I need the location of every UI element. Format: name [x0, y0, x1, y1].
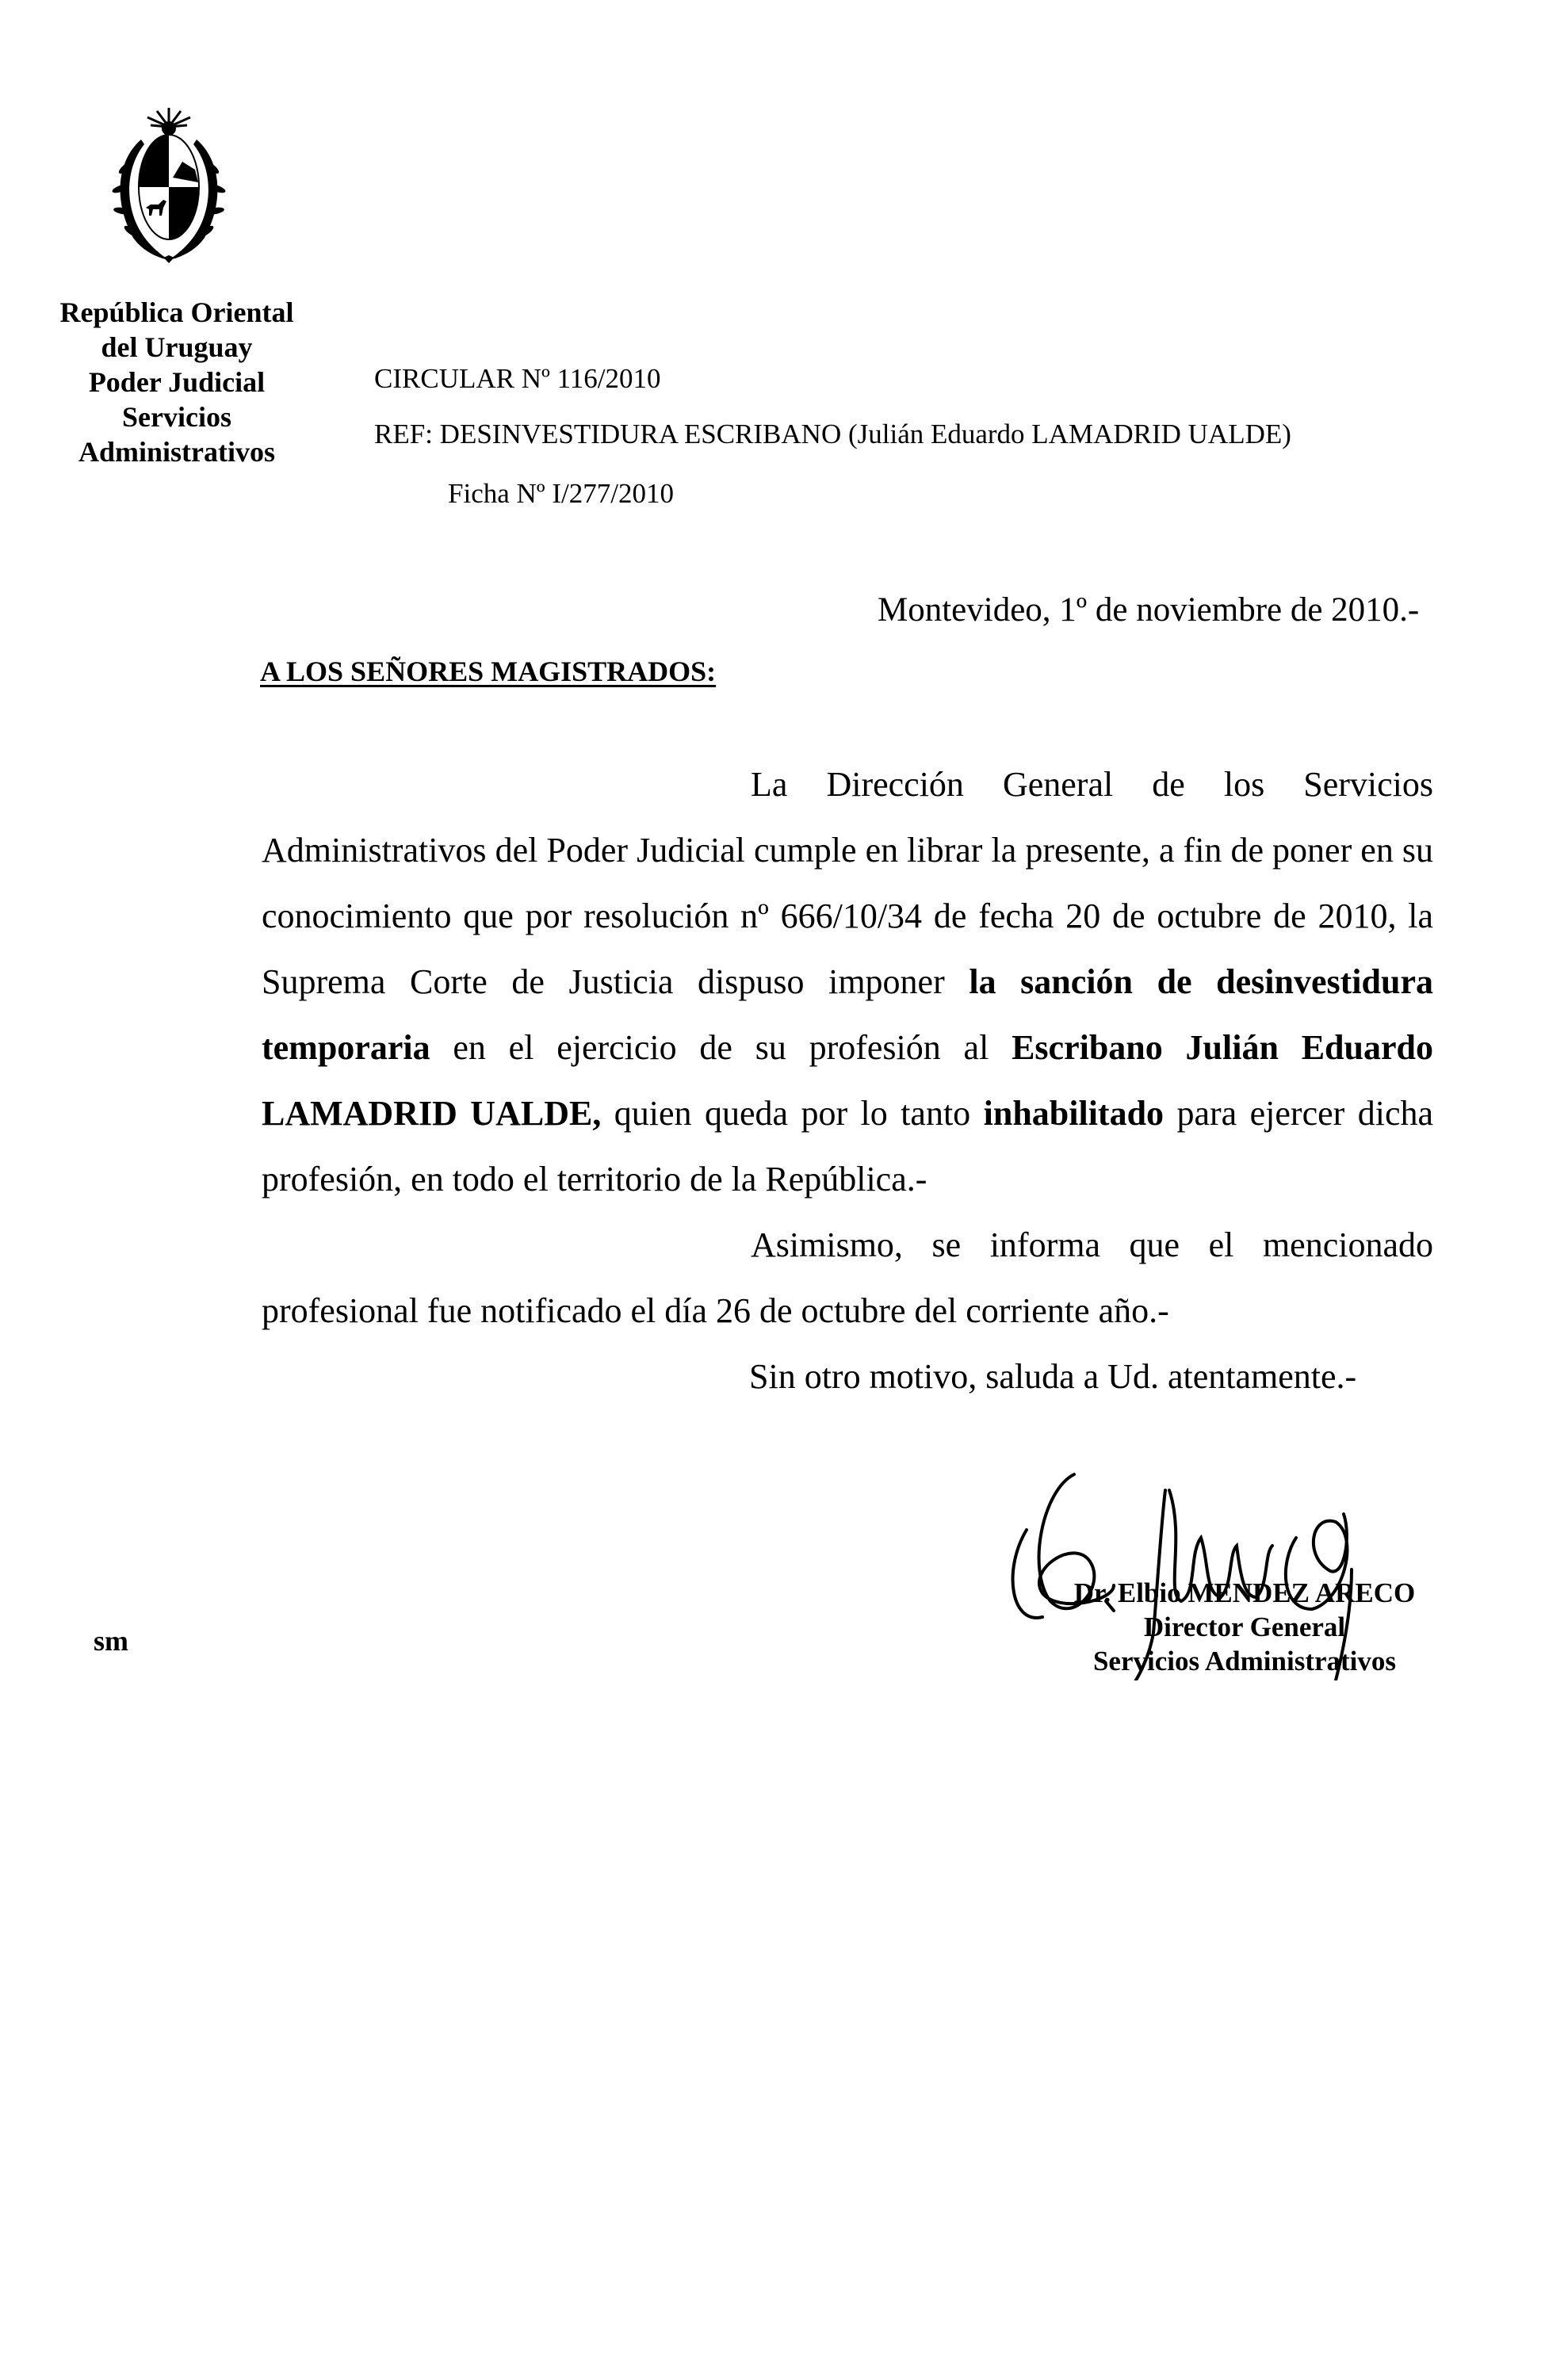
- circular-number: CIRCULAR Nº 116/2010: [374, 363, 661, 394]
- shield: [139, 135, 199, 239]
- signatory-office: Servicios Administrativos: [1092, 1646, 1397, 1676]
- letter-body: [262, 751, 1433, 1409]
- text-run: en el ejercicio de su profesión al: [430, 1028, 1012, 1067]
- closing-salutation: Sin otro motivo, saluda a Ud. atentamente.-: [749, 1357, 1357, 1396]
- letterhead-line: del Uruguay: [101, 331, 253, 363]
- reference-line: REF: DESINVESTIDURA ESCRIBANO (Julián Eduardo LAMADRID UALDE): [374, 419, 1291, 449]
- date-line: Montevideo, 1º de noviembre de 2010.-: [878, 591, 1420, 629]
- emphasized-text: inhabilitado: [983, 1094, 1165, 1133]
- paragraph-notification: Asimismo, se informa que el mencionado profesional fue notificado el día 26 de octubre del corriente año.-: [262, 1225, 1433, 1330]
- emphasized-text: Escribano Julián Eduardo LAMADRID UALDE,: [262, 1028, 1433, 1133]
- paragraph-resolution: [262, 751, 1433, 1212]
- text-run: para ejercer dicha profesión, en todo el territorio de la República.-: [262, 1094, 1434, 1199]
- signatory-title: Director General: [1143, 1611, 1346, 1642]
- signature-block: [1031, 1576, 1459, 1678]
- letterhead-line: Administrativos: [78, 436, 275, 468]
- addressee: A LOS SEÑORES MAGISTRADOS:: [260, 656, 717, 687]
- letterhead-line: Poder Judicial: [88, 366, 266, 398]
- coat-of-arms-icon: [109, 105, 228, 265]
- typist-initials: sm: [94, 1625, 128, 1657]
- institution-letterhead: [32, 295, 322, 469]
- file-number: Ficha Nº I/277/2010: [448, 478, 674, 509]
- emphasized-text: la sanción de desinvestidura temporaria: [262, 962, 1433, 1067]
- letterhead-line: Servicios: [122, 401, 231, 433]
- text-run: quien queda por lo tanto: [601, 1094, 984, 1133]
- signatory-name: Dr. Elbio MENDEZ ARECO: [1073, 1577, 1416, 1608]
- letterhead-line: República Oriental: [59, 296, 294, 328]
- text-run: La Dirección General de los Servicios Administrativos del Poder Judicial cumple en librar la presente, a fin de poner en su conocimiento que por resolución nº 666/10/34 de fecha 20 de octubre de 2010, la Suprema Corte de Justicia dispuso imponer: [262, 765, 1433, 1001]
